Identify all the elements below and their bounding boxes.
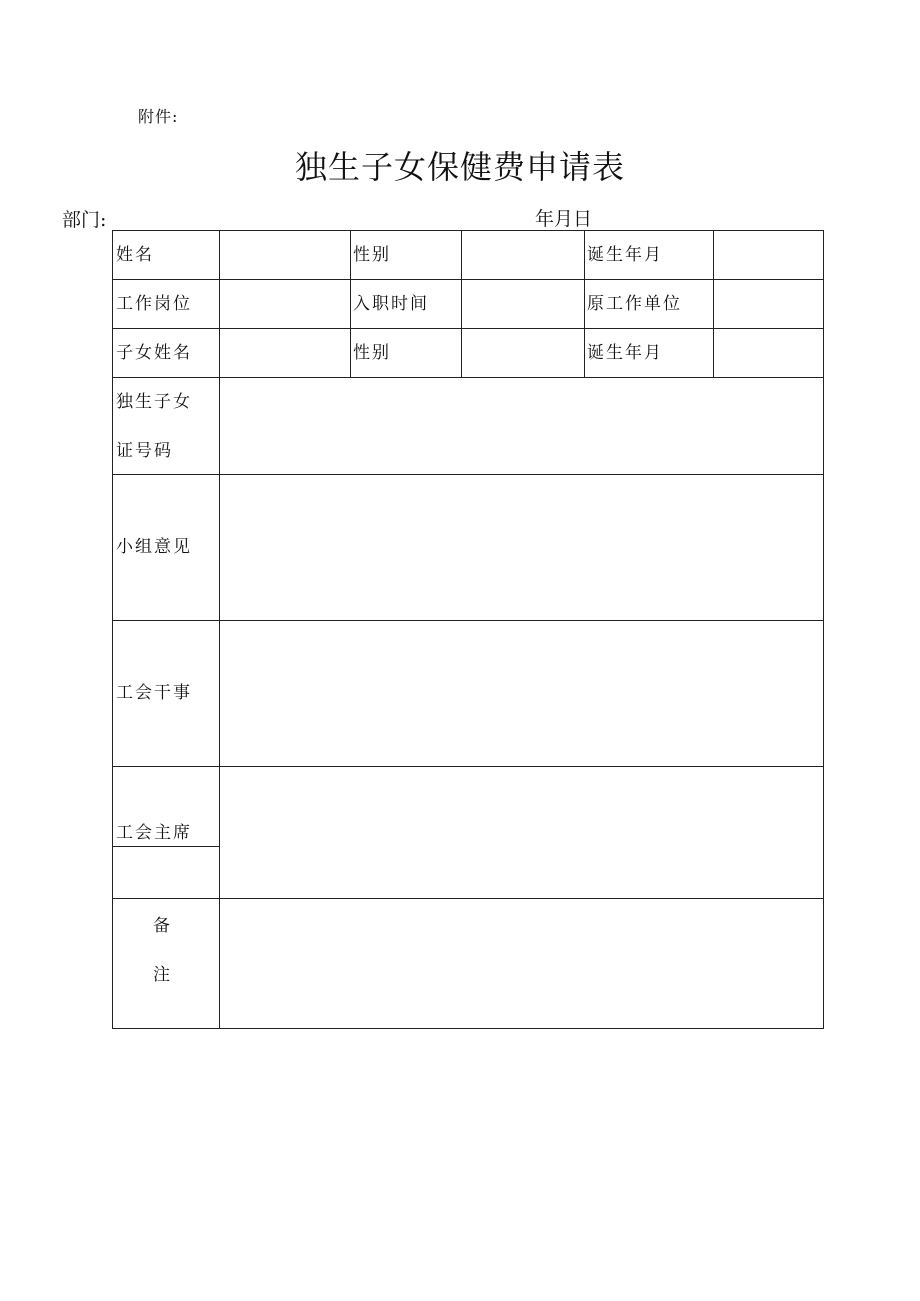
birth-date-label: 诞生年月 — [587, 245, 663, 265]
gender-input-cell[interactable] — [462, 231, 584, 279]
child-gender-label: 性别 — [353, 343, 391, 363]
child-gender-input-cell[interactable] — [462, 329, 584, 377]
entry-time-input-cell[interactable] — [462, 280, 584, 328]
child-birth-date-input-cell[interactable] — [714, 329, 823, 377]
child-name-input-cell[interactable] — [220, 329, 350, 377]
name-input-cell[interactable] — [220, 231, 350, 279]
birth-date-input-cell[interactable] — [714, 231, 823, 279]
certificate-number-input-cell[interactable] — [220, 378, 823, 474]
column-divider — [584, 231, 585, 377]
child-birth-date-label: 诞生年月 — [587, 343, 663, 363]
remarks-input-cell[interactable] — [220, 899, 823, 1028]
department-label: 部门: — [62, 209, 107, 231]
date-label: 年月日 — [535, 208, 593, 230]
group-opinion-label: 小组意见 — [116, 537, 192, 557]
application-form-table — [112, 230, 824, 1029]
gender-label: 性别 — [353, 245, 391, 265]
job-position-input-cell[interactable] — [220, 280, 350, 328]
remarks-label-char1: 备 — [153, 916, 172, 936]
remarks-label-char2: 注 — [153, 965, 172, 985]
entry-time-label: 入职时间 — [353, 294, 429, 314]
former-unit-input-cell[interactable] — [714, 280, 823, 328]
union-officer-input-cell[interactable] — [220, 621, 823, 766]
group-opinion-input-cell[interactable] — [220, 475, 823, 620]
former-unit-label: 原工作单位 — [587, 294, 682, 314]
page-title: 独生子女保健费申请表 — [294, 148, 625, 186]
union-chair-label: 工会主席 — [116, 823, 192, 843]
job-position-label: 工作岗位 — [116, 294, 192, 314]
attachment-label: 附件: — [138, 107, 179, 126]
row-divider — [113, 846, 220, 847]
certificate-label-line1: 独生子女 — [116, 392, 192, 412]
name-label: 姓名 — [116, 245, 154, 265]
column-divider — [350, 231, 351, 377]
certificate-label-line2: 证号码 — [116, 441, 173, 461]
union-officer-label: 工会干事 — [116, 683, 192, 703]
child-name-label: 子女姓名 — [116, 343, 192, 363]
union-chair-input-cell[interactable] — [220, 767, 823, 898]
